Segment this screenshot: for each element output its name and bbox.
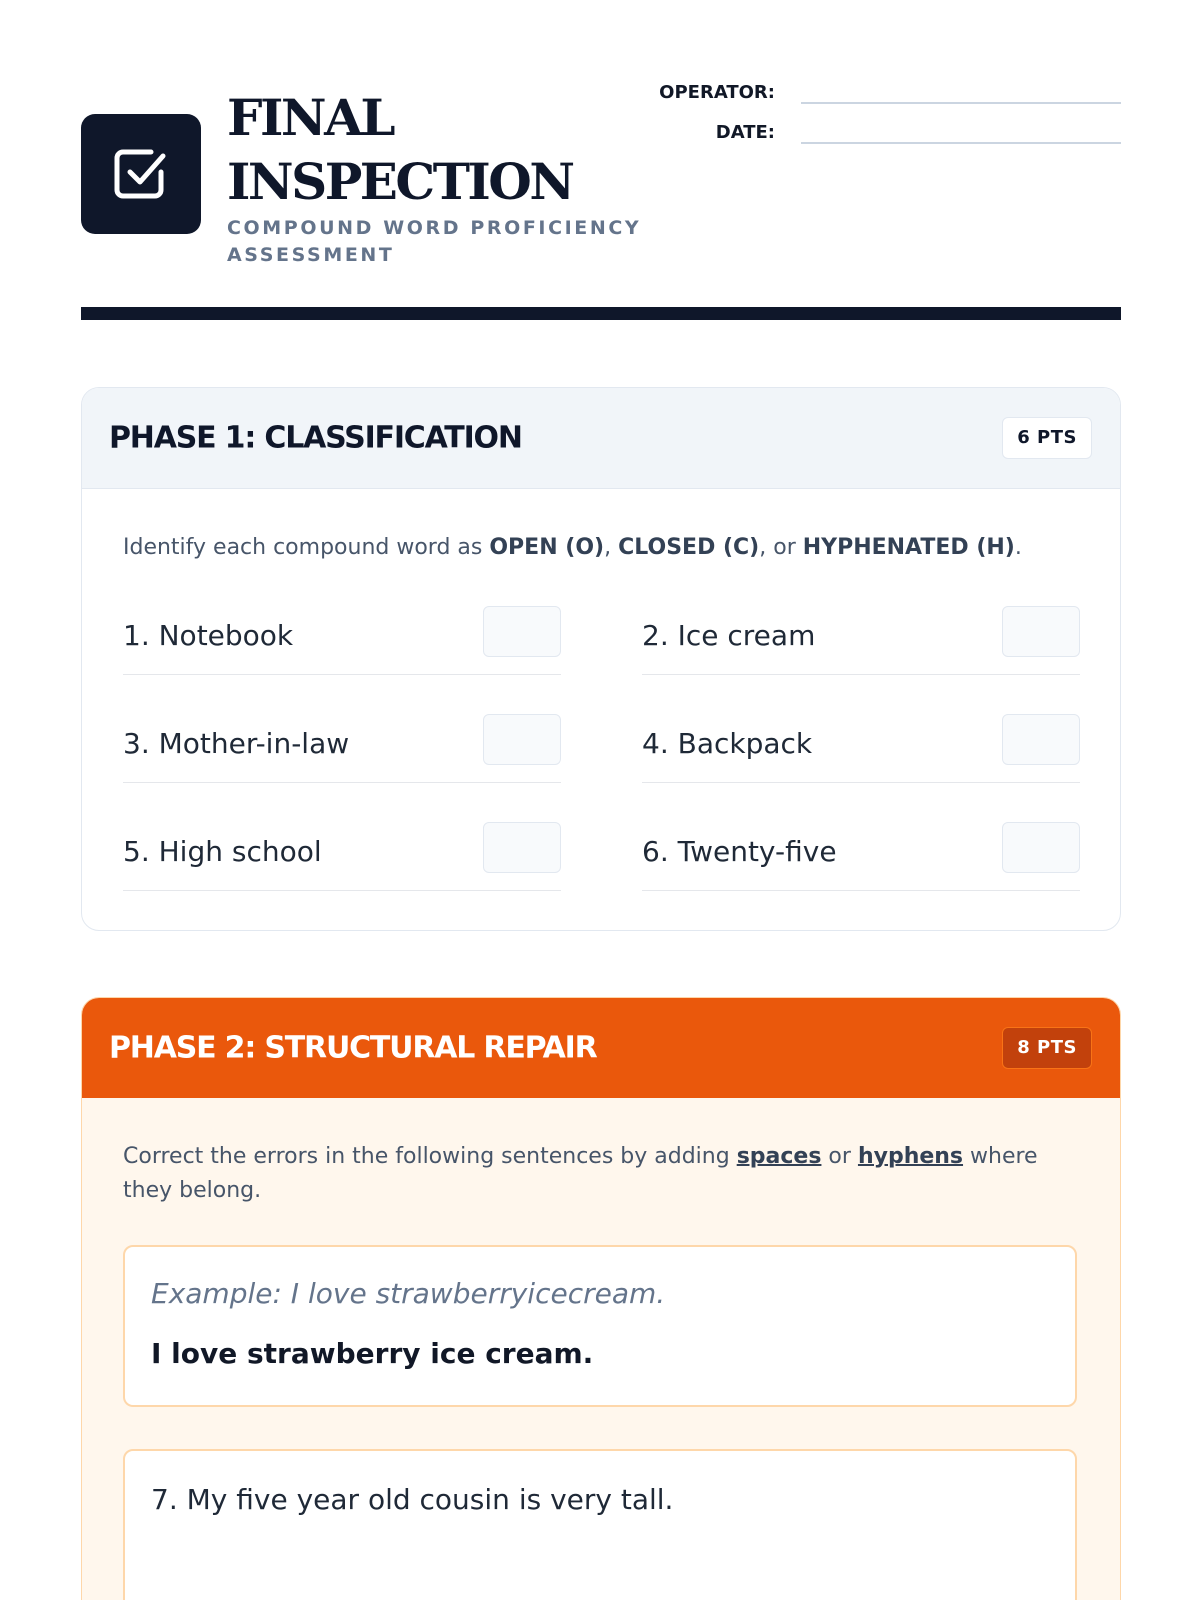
example-box — [123, 1245, 1077, 1407]
instr-closed: CLOSED (C) — [618, 535, 760, 560]
answer-box[interactable] — [483, 714, 561, 765]
item-label: 1. Notebook — [123, 619, 294, 652]
answer-box[interactable] — [483, 822, 561, 873]
instr-mid: or — [821, 1144, 858, 1169]
date-field — [641, 120, 1121, 150]
classification-item — [642, 822, 1080, 891]
phase-1-title: PHASE 1: CLASSIFICATION — [109, 420, 522, 456]
example-prompt: Example: I love strawberryicecream. — [151, 1277, 666, 1310]
phase-1-instructions — [123, 531, 1022, 565]
logo-badge — [81, 114, 201, 234]
phase-1-card — [81, 387, 1121, 931]
answer-box[interactable] — [1002, 606, 1080, 657]
classification-item — [642, 714, 1080, 783]
instr-suffix: where they belong. — [123, 1144, 1038, 1203]
item-label: 5. High school — [123, 835, 322, 868]
answer-box[interactable] — [1002, 714, 1080, 765]
phase-2-title: PHASE 2: STRUCTURAL REPAIR — [109, 1030, 597, 1066]
question-text: 7. My five year old cousin is very tall. — [151, 1483, 674, 1516]
phase-1-header — [82, 388, 1120, 489]
phase-2-header — [82, 998, 1120, 1098]
instr-prefix: Identify each compound word as — [123, 535, 490, 560]
instr-open: OPEN (O) — [489, 535, 605, 560]
operator-label: OPERATOR: — [659, 82, 775, 103]
operator-input-line[interactable] — [801, 102, 1121, 104]
answer-box[interactable] — [1002, 822, 1080, 873]
worksheet-header — [81, 80, 1121, 270]
date-label: DATE: — [715, 122, 775, 143]
page-title — [227, 86, 573, 214]
phase-2-card — [81, 997, 1121, 1600]
phase-2-points-badge: 8 PTS — [1002, 1027, 1092, 1069]
instr-suffix: . — [1014, 535, 1022, 560]
item-label: 3. Mother-in-law — [123, 727, 350, 760]
title-line-2: INSPECTION — [227, 152, 573, 211]
instr-spaces: spaces — [736, 1144, 822, 1169]
example-answer: I love strawberry ice cream. — [151, 1337, 594, 1370]
operator-field — [641, 80, 1121, 110]
classification-item — [642, 606, 1080, 675]
instr-hyphenated: HYPHENATED (H) — [802, 535, 1015, 560]
classification-item — [123, 822, 561, 891]
item-label: 4. Backpack — [642, 727, 813, 760]
question-box[interactable] — [123, 1449, 1077, 1600]
instr-hyphens: hyphens — [857, 1144, 964, 1169]
header-divider — [81, 307, 1121, 320]
date-input-line[interactable] — [801, 142, 1121, 144]
checkbox-icon — [111, 144, 171, 204]
answer-box[interactable] — [483, 606, 561, 657]
instr-prefix: Correct the errors in the following sentences by adding — [123, 1144, 737, 1169]
classification-item — [123, 606, 561, 675]
item-label: 2. Ice cream — [642, 619, 816, 652]
page-subtitle: COMPOUND WORD PROFICIENCY ASSESSMENT — [227, 217, 642, 266]
phase-1-points-badge: 6 PTS — [1002, 417, 1092, 459]
instr-sep-1: , — [604, 535, 619, 560]
classification-item — [123, 714, 561, 783]
item-label: 6. Twenty-five — [642, 835, 837, 868]
title-line-1: FINAL — [227, 88, 394, 147]
instr-sep-2: , or — [759, 535, 803, 560]
phase-2-instructions — [123, 1140, 1063, 1208]
